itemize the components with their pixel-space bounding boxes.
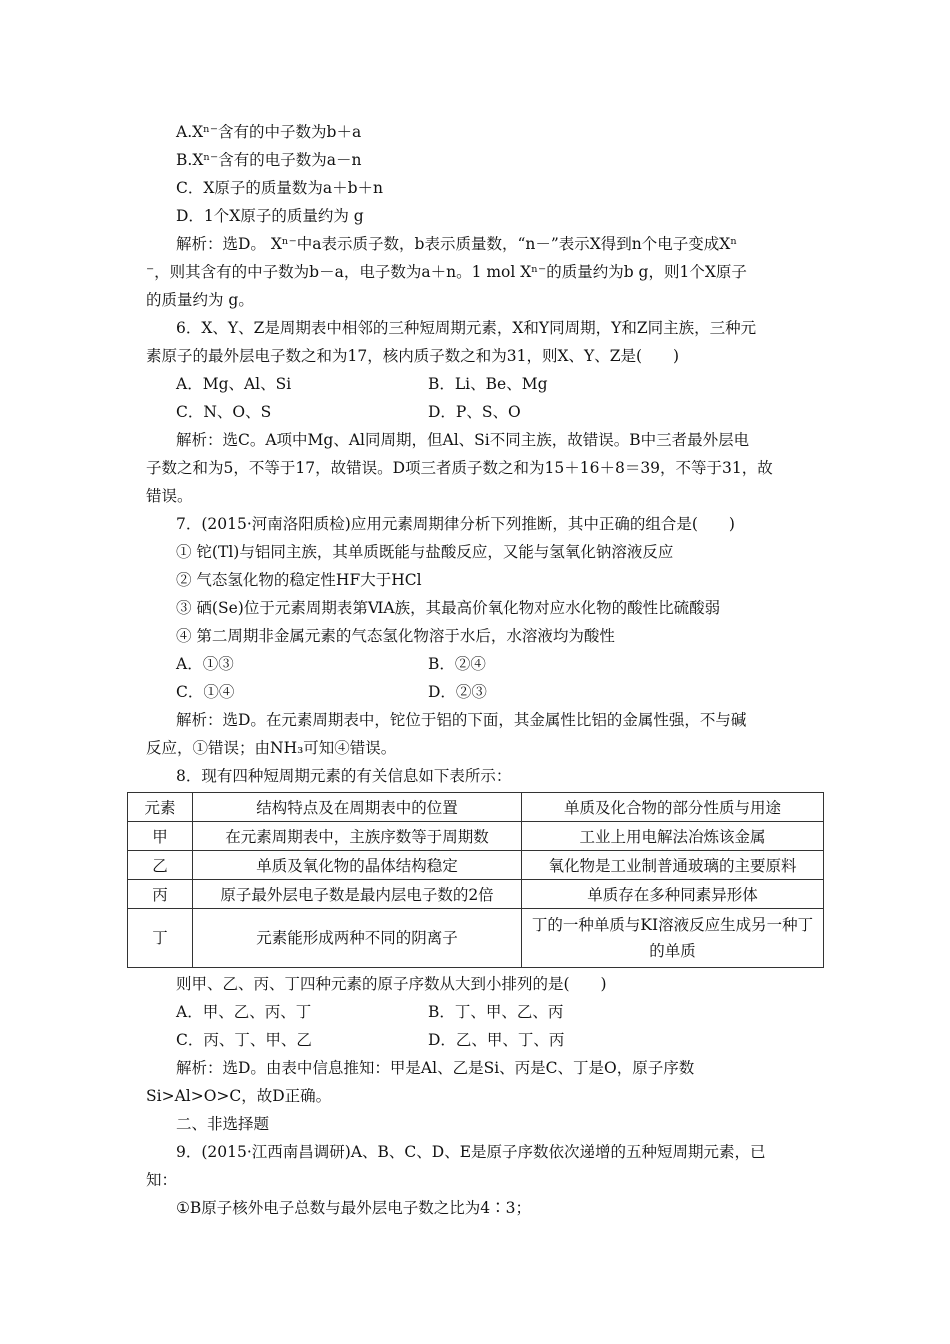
q7-stem: 7．(2015·河南洛阳质检)应用元素周期律分析下列推断，其中正确的组合是( ) — [176, 515, 735, 533]
q7-explanation-line2: 反应，①错误；由NH₃可知④错误。 — [146, 739, 397, 757]
table-header-row — [128, 793, 824, 822]
q6-option-b: B．Li、Be、Mg — [428, 375, 548, 393]
table-cell: 丁的一种单质与KI溶液反应生成另一种丁的单质 — [522, 909, 824, 968]
section-heading: 二、非选择题 — [176, 1115, 270, 1133]
q8-options-row1 — [146, 998, 824, 1026]
q5-option-c: C．X原子的质量数为a＋b＋n — [176, 179, 384, 197]
table-header-cell: 元素 — [128, 793, 193, 822]
q8-question: 则甲、乙、丙、丁四种元素的原子序数从大到小排列的是( ) — [176, 975, 607, 993]
q7-option-a: A．①③ — [176, 655, 234, 673]
q7-options-row2 — [146, 678, 824, 706]
q7-statement-4: ④ 第二周期非金属元素的气态氢化物溶于水后，水溶液均为酸性 — [176, 627, 615, 645]
element-info-table — [127, 792, 824, 968]
q8-option-a: A．甲、乙、丙、丁 — [176, 1003, 312, 1021]
q6-explanation-line2: 子数之和为5，不等于17，故错误。D项三者质子数之和为15＋16＋8＝39，不等于31，故 — [146, 459, 773, 477]
table-cell: 工业上用电解法冶炼该金属 — [522, 822, 824, 851]
table-cell: 氧化物是工业制普通玻璃的主要原料 — [522, 851, 824, 880]
table-cell: 单质存在多种同素异形体 — [522, 880, 824, 909]
q7-explanation-line1: 解析：选D。在元素周期表中，铊位于铝的下面，其金属性比铝的金属性强，不与碱 — [176, 711, 747, 729]
q7-options-row1 — [146, 650, 824, 678]
q8-stem: 8．现有四种短周期元素的有关信息如下表所示： — [176, 767, 512, 785]
q7-statement-2: ② 气态氢化物的稳定性HF大于HCl — [176, 571, 422, 589]
q5-option-d: D．1个X原子的质量约为 g — [176, 207, 364, 225]
q6-explanation-line1: 解析：选C。A项中Mg、Al同周期，但Al、Si不同主族，故错误。B中三者最外层电 — [176, 431, 750, 449]
q6-options-row1 — [146, 370, 824, 398]
table-cell: 单质及氧化物的晶体结构稳定 — [193, 851, 522, 880]
q8-option-d: D．乙、甲、丁、丙 — [428, 1031, 565, 1049]
document-page — [146, 118, 824, 1222]
q6-stem-line2: 素原子的最外层电子数之和为17，核内质子数之和为31，则X、Y、Z是( ) — [146, 347, 680, 365]
q8-option-b: B．丁、甲、乙、丙 — [428, 1003, 564, 1021]
table-cell: 元素能形成两种不同的阴离子 — [193, 909, 522, 968]
q5-explanation-line1: 解析：选D。 Xⁿ⁻中a表示质子数，b表示质量数，“n－”表示X得到n个电子变成Xⁿ — [176, 235, 738, 253]
q8-explanation-line2: Si>Al>O>C，故D正确。 — [146, 1087, 332, 1105]
q5-option-a: A.Xⁿ⁻含有的中子数为b＋a — [176, 123, 362, 141]
table-row — [128, 880, 824, 909]
q6-option-c: C．N、O、S — [176, 403, 272, 421]
table-cell: 甲 — [128, 822, 193, 851]
q9-stem-line1: 9．(2015·江西南昌调研)A、B、C、D、E是原子序数依次递增的五种短周期元素，已 — [176, 1143, 766, 1161]
q6-option-d: D．P、S、O — [428, 403, 521, 421]
table-header-cell: 结构特点及在周期表中的位置 — [193, 793, 522, 822]
q5-option-b: B.Xⁿ⁻含有的电子数为a－n — [176, 151, 362, 169]
q7-statement-3: ③ 硒(Se)位于元素周期表第ⅥA族，其最高价氧化物对应水化物的酸性比硫酸弱 — [176, 599, 721, 617]
table-cell: 乙 — [128, 851, 193, 880]
q6-explanation-line3: 错误。 — [146, 487, 193, 505]
q6-option-a: A．Mg、Al、Si — [176, 375, 292, 393]
q7-statement-1: ① 铊(Tl)与铝同主族，其单质既能与盐酸反应，又能与氢氧化钠溶液反应 — [176, 543, 674, 561]
q8-explanation-line1: 解析：选D。由表中信息推知：甲是Al、乙是Si、丙是C、丁是O，原子序数 — [176, 1059, 695, 1077]
q8-option-c: C．丙、丁、甲、乙 — [176, 1031, 312, 1049]
table-cell: 丁 — [128, 909, 193, 968]
table-cell: 丙 — [128, 880, 193, 909]
table-cell: 原子最外层电子数是最内层电子数的2倍 — [193, 880, 522, 909]
q7-option-c: C．①④ — [176, 683, 235, 701]
q7-option-d: D．②③ — [428, 683, 487, 701]
q8-options-row2 — [146, 1026, 824, 1054]
q6-options-row2 — [146, 398, 824, 426]
table-row — [128, 822, 824, 851]
table-header-cell: 单质及化合物的部分性质与用途 — [522, 793, 824, 822]
q9-condition-1: ①B原子核外电子总数与最外层电子数之比为4∶3； — [176, 1199, 532, 1217]
q9-stem-line2: 知： — [146, 1171, 178, 1189]
q5-explanation-line3: 的质量约为 g。 — [146, 291, 254, 309]
table-cell: 在元素周期表中，主族序数等于周期数 — [193, 822, 522, 851]
table-row — [128, 909, 824, 968]
q7-option-b: B．②④ — [428, 655, 486, 673]
table-row — [128, 851, 824, 880]
q6-stem-line1: 6．X、Y、Z是周期表中相邻的三种短周期元素，X和Y同周期，Y和Z同主族，三种元 — [176, 319, 757, 337]
q5-explanation-line2: ⁻，则其含有的中子数为b－a，电子数为a＋n。1 mol Xⁿ⁻的质量约为b g，则1个X原子 — [146, 263, 747, 281]
